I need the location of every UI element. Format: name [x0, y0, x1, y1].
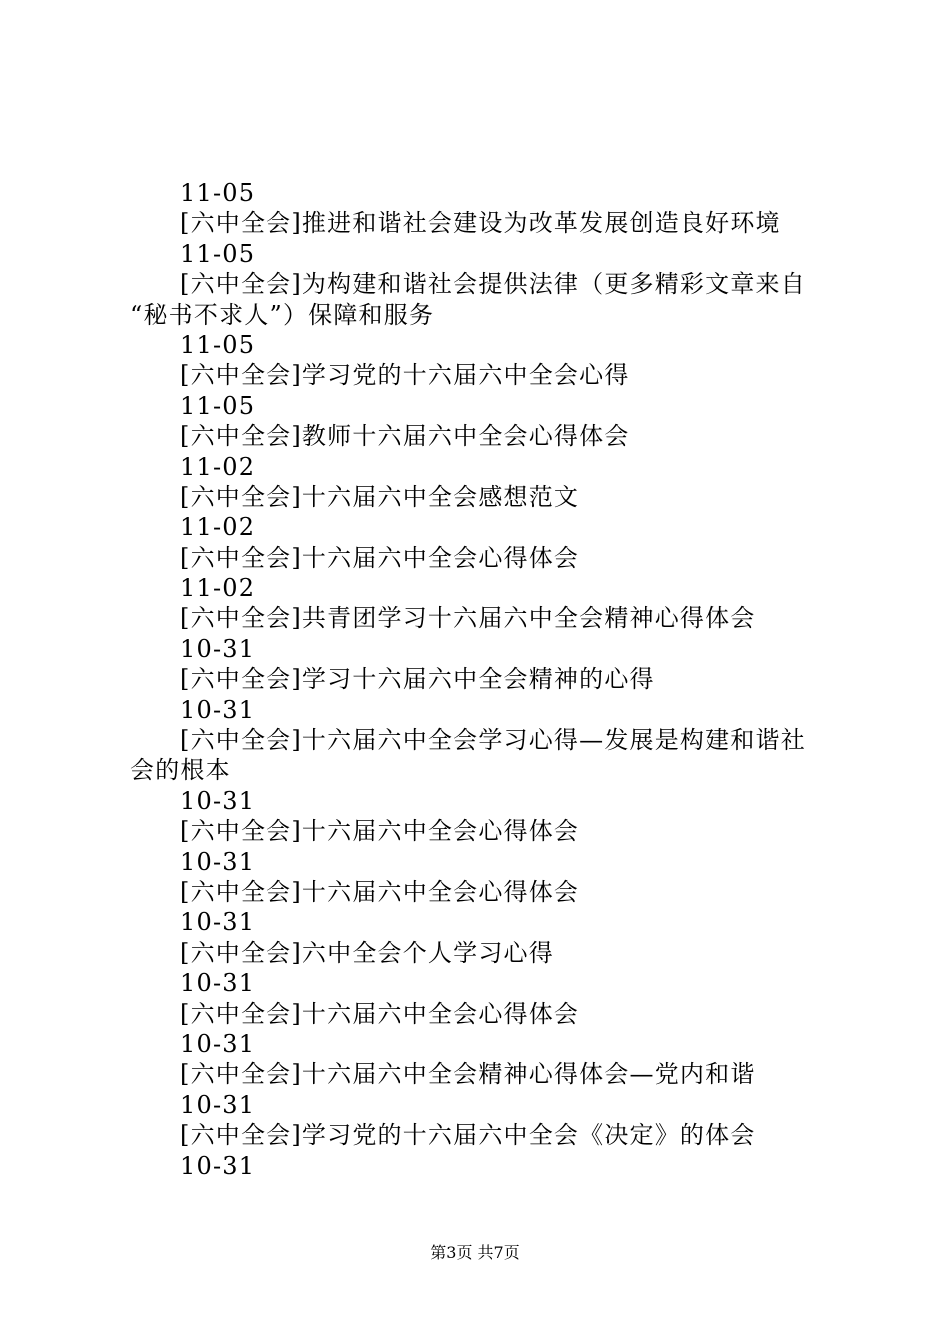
- article-title-line: [六中全会]学习十六届六中全会精神的心得: [180, 665, 655, 694]
- article-list: [130, 178, 850, 1181]
- date-line: 11-05: [180, 391, 256, 420]
- article-title-line: [六中全会]十六届六中全会心得体会: [180, 543, 580, 572]
- date-line: 10-31: [180, 634, 256, 663]
- date-line: 11-02: [180, 513, 256, 542]
- article-title-line: [六中全会]十六届六中全会精神心得体会—党内和谐: [180, 1060, 756, 1089]
- date-line: 10-31: [180, 847, 256, 876]
- title-continuation-line: “秘书不求人”）保障和服务: [130, 300, 435, 329]
- article-title-line: [六中全会]学习党的十六届六中全会心得: [180, 361, 630, 390]
- article-title-line: [六中全会]为构建和谐社会提供法律（更多精彩文章来自: [180, 270, 806, 299]
- date-line: 10-31: [180, 1029, 256, 1058]
- date-line: 11-05: [180, 239, 256, 268]
- date-line: 11-05: [180, 179, 256, 207]
- article-title-line: [六中全会]十六届六中全会心得体会: [180, 817, 580, 846]
- article-title-line: [六中全会]十六届六中全会感想范文: [180, 482, 580, 511]
- article-title-line: [六中全会]共青团学习十六届六中全会精神心得体会: [180, 604, 756, 633]
- date-line: 11-02: [180, 574, 256, 603]
- page-footer: [0, 1243, 950, 1263]
- date-line: 10-31: [180, 786, 256, 815]
- page-number-label: 第3页 共7页: [430, 1243, 520, 1262]
- article-title-line: [六中全会]十六届六中全会心得体会: [180, 999, 580, 1028]
- article-title-line: [六中全会]十六届六中全会学习心得—发展是构建和谐社: [180, 726, 806, 755]
- article-title-line: [六中全会]十六届六中全会心得体会: [180, 877, 580, 906]
- title-continuation-line: 会的根本: [130, 756, 231, 785]
- article-title-line: [六中全会]推进和谐社会建设为改革发展创造良好环境: [180, 209, 781, 238]
- date-line: 11-05: [180, 330, 256, 359]
- article-title-line: [六中全会]学习党的十六届六中全会《决定》的体会: [180, 1121, 756, 1150]
- date-line: 10-31: [180, 1090, 256, 1119]
- date-line: 10-31: [180, 695, 256, 724]
- date-line: 10-31: [180, 1151, 256, 1180]
- article-title-line: [六中全会]六中全会个人学习心得: [180, 938, 554, 967]
- date-line: 11-02: [180, 452, 256, 481]
- article-title-line: [六中全会]教师十六届六中全会心得体会: [180, 422, 630, 451]
- date-line: 10-31: [180, 969, 256, 998]
- date-line: 10-31: [180, 908, 256, 937]
